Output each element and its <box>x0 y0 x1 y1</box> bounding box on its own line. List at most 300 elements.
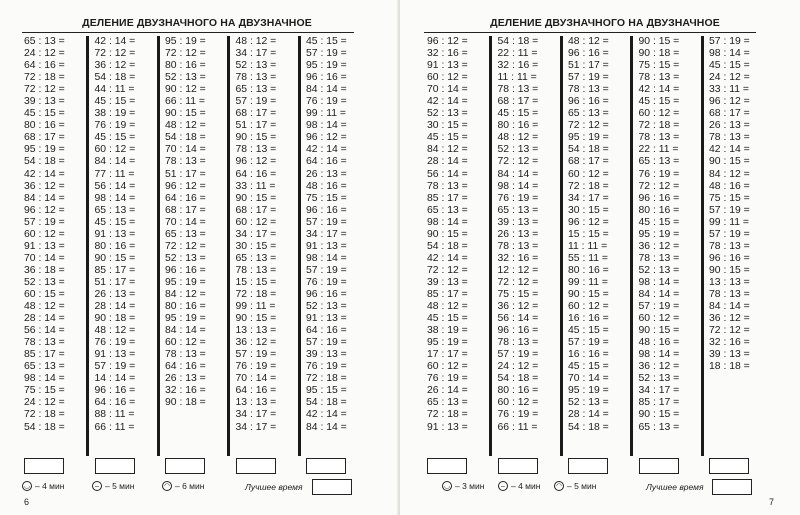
division-problem[interactable]: 96 : 12 = <box>568 216 609 228</box>
division-problem[interactable]: 42 : 14 = <box>427 252 468 264</box>
division-problem[interactable]: 36 : 12 = <box>24 180 65 192</box>
division-problem[interactable]: 80 : 16 = <box>165 60 206 72</box>
result-box[interactable] <box>95 458 135 474</box>
division-problem[interactable]: 70 : 14 = <box>165 216 206 228</box>
division-problem[interactable]: 16 : 16 = <box>568 313 609 325</box>
division-problem[interactable]: 70 : 14 = <box>24 252 65 264</box>
division-problem[interactable]: 72 : 12 = <box>497 156 539 168</box>
division-problem[interactable]: 48 : 12 = <box>24 301 65 313</box>
division-problem[interactable]: 84 : 12 = <box>709 168 750 180</box>
division-problem[interactable]: 44 : 11 = <box>94 84 135 96</box>
division-problem[interactable]: 13 : 13 = <box>235 325 277 337</box>
division-problem[interactable]: 96 : 12 = <box>165 180 206 192</box>
division-problem[interactable]: 11 : 11 = <box>568 240 608 252</box>
result-box[interactable] <box>568 458 608 474</box>
result-box[interactable] <box>306 458 346 474</box>
division-problem[interactable]: 76 : 19 = <box>497 409 539 421</box>
division-problem[interactable]: 57 : 19 = <box>568 337 609 349</box>
division-problem[interactable]: 68 : 17 = <box>165 204 206 216</box>
division-problem[interactable]: 99 : 11 = <box>568 276 608 288</box>
division-problem[interactable]: 90 : 18 = <box>94 313 136 325</box>
division-problem[interactable]: 48 : 12 = <box>165 120 206 132</box>
result-box[interactable] <box>236 458 276 474</box>
division-problem[interactable]: 60 : 12 = <box>497 397 539 409</box>
division-problem[interactable]: 85 : 17 = <box>24 349 65 361</box>
division-problem[interactable]: 13 : 13 = <box>709 276 750 288</box>
division-problem[interactable]: 52 : 13 = <box>165 72 206 84</box>
division-problem[interactable]: 60 : 15 = <box>24 288 65 300</box>
division-problem[interactable]: 85 : 17 = <box>94 264 136 276</box>
division-problem[interactable]: 64 : 16 = <box>24 60 65 72</box>
division-problem[interactable]: 57 : 19 = <box>306 48 347 60</box>
division-problem[interactable]: 36 : 12 = <box>235 337 277 349</box>
division-problem[interactable]: 78 : 13 = <box>497 240 539 252</box>
division-problem[interactable]: 90 : 15 = <box>235 192 277 204</box>
division-problem[interactable]: 66 : 11 = <box>165 96 205 108</box>
division-problem[interactable]: 96 : 12 = <box>24 204 65 216</box>
division-problem[interactable]: 95 : 19 = <box>638 228 680 240</box>
division-problem[interactable]: 91 : 13 = <box>306 240 347 252</box>
division-problem[interactable]: 64 : 16 = <box>94 397 136 409</box>
division-problem[interactable]: 42 : 14 = <box>427 96 468 108</box>
division-problem[interactable]: 57 : 19 = <box>638 301 680 313</box>
division-problem[interactable]: 57 : 19 = <box>94 361 136 373</box>
division-problem[interactable]: 78 : 13 = <box>24 337 65 349</box>
division-problem[interactable]: 34 : 17 = <box>235 421 277 433</box>
division-problem[interactable]: 65 : 13 = <box>497 204 539 216</box>
division-problem[interactable]: 42 : 14 = <box>24 168 65 180</box>
division-problem[interactable]: 32 : 16 = <box>497 60 539 72</box>
division-problem[interactable]: 96 : 16 = <box>306 72 347 84</box>
division-problem[interactable]: 52 : 13 = <box>568 397 609 409</box>
division-problem[interactable]: 45 : 15 = <box>94 96 136 108</box>
division-problem[interactable]: 48 : 12 = <box>235 36 277 47</box>
division-problem[interactable]: 90 : 15 = <box>709 156 750 168</box>
division-problem[interactable]: 60 : 12 = <box>638 108 680 120</box>
division-problem[interactable]: 68 : 17 = <box>709 108 750 120</box>
division-problem[interactable]: 95 : 19 = <box>165 36 206 47</box>
division-problem[interactable]: 34 : 17 = <box>638 385 680 397</box>
division-problem[interactable]: 45 : 15 = <box>497 108 539 120</box>
division-problem[interactable]: 96 : 16 = <box>568 96 609 108</box>
division-problem[interactable]: 98 : 14 = <box>306 252 347 264</box>
division-problem[interactable]: 34 : 17 = <box>235 409 277 421</box>
division-problem[interactable]: 39 : 13 = <box>306 349 347 361</box>
division-problem[interactable]: 99 : 11 = <box>235 301 276 313</box>
division-problem[interactable]: 42 : 14 = <box>306 144 347 156</box>
division-problem[interactable]: 52 : 13 = <box>306 301 347 313</box>
division-problem[interactable]: 70 : 14 = <box>427 84 468 96</box>
division-problem[interactable]: 72 : 12 = <box>24 84 65 96</box>
division-problem[interactable]: 51 : 17 = <box>568 60 609 72</box>
division-problem[interactable]: 98 : 14 = <box>638 276 680 288</box>
division-problem[interactable]: 14 : 14 = <box>94 373 136 385</box>
division-problem[interactable]: 96 : 12 = <box>709 96 750 108</box>
division-problem[interactable]: 95 : 19 = <box>24 144 65 156</box>
division-problem[interactable]: 84 : 12 = <box>427 144 468 156</box>
division-problem[interactable]: 72 : 12 = <box>165 48 206 60</box>
division-problem[interactable]: 76 : 19 = <box>235 361 277 373</box>
division-problem[interactable]: 26 : 13 = <box>94 288 136 300</box>
division-problem[interactable]: 32 : 16 = <box>709 337 750 349</box>
division-problem[interactable]: 52 : 13 = <box>427 108 468 120</box>
division-problem[interactable]: 78 : 13 = <box>709 240 750 252</box>
division-problem[interactable]: 32 : 16 = <box>497 252 539 264</box>
division-problem[interactable]: 80 : 16 = <box>24 120 65 132</box>
division-problem[interactable]: 39 : 13 = <box>497 216 539 228</box>
division-problem[interactable]: 96 : 16 = <box>306 204 347 216</box>
division-problem[interactable]: 54 : 18 = <box>165 132 206 144</box>
result-box[interactable] <box>165 458 205 474</box>
division-problem[interactable]: 72 : 18 = <box>24 72 65 84</box>
division-problem[interactable]: 78 : 13 = <box>165 156 206 168</box>
division-problem[interactable]: 54 : 18 = <box>497 373 539 385</box>
division-problem[interactable]: 42 : 14 = <box>94 36 136 47</box>
division-problem[interactable]: 98 : 14 = <box>94 192 136 204</box>
division-problem[interactable]: 75 : 15 = <box>306 192 347 204</box>
division-problem[interactable]: 52 : 13 = <box>235 60 277 72</box>
division-problem[interactable]: 24 : 12 = <box>24 48 65 60</box>
division-problem[interactable]: 30 : 15 = <box>427 120 468 132</box>
division-problem[interactable]: 65 : 13 = <box>568 108 609 120</box>
division-problem[interactable]: 72 : 12 = <box>638 180 680 192</box>
division-problem[interactable]: 76 : 19 = <box>94 120 136 132</box>
division-problem[interactable]: 34 : 17 = <box>568 192 609 204</box>
division-problem[interactable]: 54 : 18 = <box>497 36 539 47</box>
division-problem[interactable]: 76 : 19 = <box>497 192 539 204</box>
division-problem[interactable]: 65 : 13 = <box>235 252 277 264</box>
division-problem[interactable]: 22 : 11 = <box>497 48 538 60</box>
division-problem[interactable]: 78 : 13 = <box>165 349 206 361</box>
division-problem[interactable]: 26 : 13 = <box>306 168 347 180</box>
division-problem[interactable]: 55 : 11 = <box>568 252 608 264</box>
division-problem[interactable]: 91 : 13 = <box>427 60 468 72</box>
division-problem[interactable]: 68 : 17 = <box>497 96 539 108</box>
division-problem[interactable]: 52 : 13 = <box>497 144 539 156</box>
division-problem[interactable]: 54 : 18 = <box>24 156 65 168</box>
division-problem[interactable]: 84 : 14 = <box>306 84 347 96</box>
division-problem[interactable]: 90 : 15 = <box>709 264 750 276</box>
division-problem[interactable]: 98 : 14 = <box>306 120 347 132</box>
division-problem[interactable]: 36 : 18 = <box>24 264 65 276</box>
result-box[interactable] <box>498 458 538 474</box>
division-problem[interactable]: 95 : 15 = <box>306 385 347 397</box>
division-problem[interactable]: 90 : 15 = <box>94 252 136 264</box>
division-problem[interactable]: 42 : 14 = <box>709 144 750 156</box>
division-problem[interactable]: 64 : 16 = <box>306 325 347 337</box>
division-problem[interactable]: 26 : 13 = <box>497 228 539 240</box>
division-problem[interactable]: 45 : 15 = <box>709 60 750 72</box>
best-time-box[interactable] <box>712 479 752 495</box>
division-problem[interactable]: 52 : 13 = <box>638 264 680 276</box>
division-problem[interactable]: 95 : 19 = <box>306 60 347 72</box>
division-problem[interactable]: 96 : 16 = <box>306 288 347 300</box>
division-problem[interactable]: 70 : 14 = <box>235 373 277 385</box>
division-problem[interactable]: 45 : 15 = <box>568 325 609 337</box>
division-problem[interactable]: 98 : 14 = <box>24 373 65 385</box>
division-problem[interactable]: 85 : 17 = <box>427 192 468 204</box>
division-problem[interactable]: 76 : 19 = <box>306 96 347 108</box>
division-problem[interactable]: 76 : 19 = <box>427 373 468 385</box>
division-problem[interactable]: 72 : 18 = <box>638 120 680 132</box>
division-problem[interactable]: 57 : 19 = <box>306 264 347 276</box>
division-problem[interactable]: 80 : 16 = <box>497 120 539 132</box>
division-problem[interactable]: 98 : 14 = <box>427 216 468 228</box>
division-problem[interactable]: 68 : 17 = <box>568 156 609 168</box>
division-problem[interactable]: 80 : 16 = <box>638 204 680 216</box>
division-problem[interactable]: 60 : 12 = <box>568 168 609 180</box>
division-problem[interactable]: 90 : 15 = <box>165 108 206 120</box>
division-problem[interactable]: 15 : 15 = <box>568 228 609 240</box>
division-problem[interactable]: 57 : 19 = <box>24 216 65 228</box>
division-problem[interactable]: 54 : 18 = <box>24 421 65 433</box>
division-problem[interactable]: 64 : 16 = <box>165 192 206 204</box>
division-problem[interactable]: 38 : 19 = <box>427 325 468 337</box>
division-problem[interactable]: 72 : 18 = <box>306 373 347 385</box>
division-problem[interactable]: 36 : 12 = <box>638 240 680 252</box>
division-problem[interactable]: 64 : 16 = <box>235 385 277 397</box>
division-problem[interactable]: 33 : 11 = <box>709 84 749 96</box>
division-problem[interactable]: 26 : 13 = <box>709 120 750 132</box>
division-problem[interactable]: 15 : 15 = <box>235 276 277 288</box>
division-problem[interactable]: 96 : 16 = <box>165 264 206 276</box>
division-problem[interactable]: 84 : 14 = <box>497 168 539 180</box>
division-problem[interactable]: 24 : 12 = <box>709 72 750 84</box>
division-problem[interactable]: 60 : 12 = <box>638 313 680 325</box>
division-problem[interactable]: 34 : 17 = <box>235 228 277 240</box>
division-problem[interactable]: 91 : 13 = <box>306 313 347 325</box>
division-problem[interactable]: 65 : 13 = <box>24 361 65 373</box>
division-problem[interactable]: 68 : 17 = <box>235 204 277 216</box>
division-problem[interactable]: 36 : 12 = <box>497 301 539 313</box>
division-problem[interactable]: 57 : 19 = <box>235 96 277 108</box>
division-problem[interactable]: 65 : 13 = <box>24 36 65 47</box>
division-problem[interactable]: 28 : 14 = <box>94 301 136 313</box>
division-problem[interactable]: 72 : 18 = <box>235 288 277 300</box>
division-problem[interactable]: 90 : 15 = <box>638 409 680 421</box>
division-problem[interactable]: 65 : 13 = <box>235 84 277 96</box>
division-problem[interactable]: 98 : 14 = <box>497 180 539 192</box>
division-problem[interactable]: 96 : 12 = <box>235 156 277 168</box>
division-problem[interactable]: 39 : 13 = <box>427 276 468 288</box>
division-problem[interactable]: 76 : 19 = <box>94 337 136 349</box>
division-problem[interactable]: 54 : 18 = <box>568 144 609 156</box>
division-problem[interactable]: 76 : 19 = <box>306 361 347 373</box>
division-problem[interactable]: 90 : 15 = <box>235 132 277 144</box>
division-problem[interactable]: 78 : 13 = <box>638 252 680 264</box>
division-problem[interactable]: 85 : 17 = <box>427 288 468 300</box>
division-problem[interactable]: 48 : 16 = <box>709 180 750 192</box>
division-problem[interactable]: 28 : 14 = <box>568 409 609 421</box>
division-problem[interactable]: 56 : 14 = <box>94 180 136 192</box>
division-problem[interactable]: 45 : 15 = <box>568 361 609 373</box>
division-problem[interactable]: 90 : 15 = <box>427 228 468 240</box>
division-problem[interactable]: 48 : 12 = <box>94 325 136 337</box>
division-problem[interactable]: 54 : 18 = <box>306 397 347 409</box>
division-problem[interactable]: 90 : 18 = <box>638 48 680 60</box>
division-problem[interactable]: 72 : 12 = <box>427 264 468 276</box>
division-problem[interactable]: 24 : 12 = <box>24 397 65 409</box>
division-problem[interactable]: 96 : 16 = <box>709 252 750 264</box>
division-problem[interactable]: 64 : 16 = <box>165 361 206 373</box>
division-problem[interactable]: 96 : 16 = <box>638 192 680 204</box>
division-problem[interactable]: 84 : 14 = <box>94 156 136 168</box>
division-problem[interactable]: 66 : 11 = <box>94 421 135 433</box>
division-problem[interactable]: 77 : 11 = <box>94 168 135 180</box>
division-problem[interactable]: 65 : 13 = <box>427 397 468 409</box>
division-problem[interactable]: 18 : 18 = <box>709 361 750 373</box>
division-problem[interactable]: 78 : 13 = <box>568 84 609 96</box>
division-problem[interactable]: 95 : 19 = <box>165 276 206 288</box>
division-problem[interactable]: 11 : 11 = <box>497 72 537 84</box>
division-problem[interactable]: 51 : 17 = <box>94 276 136 288</box>
division-problem[interactable]: 60 : 12 = <box>427 72 468 84</box>
division-problem[interactable]: 65 : 13 = <box>165 228 206 240</box>
division-problem[interactable]: 42 : 14 = <box>638 84 680 96</box>
division-problem[interactable]: 48 : 16 = <box>638 337 680 349</box>
division-problem[interactable]: 17 : 17 = <box>427 349 468 361</box>
division-problem[interactable]: 84 : 14 = <box>165 325 206 337</box>
division-problem[interactable]: 54 : 18 = <box>427 240 468 252</box>
best-time-box[interactable] <box>312 479 352 495</box>
division-problem[interactable]: 64 : 16 = <box>235 168 277 180</box>
division-problem[interactable]: 65 : 13 = <box>638 156 680 168</box>
division-problem[interactable]: 34 : 17 = <box>235 48 277 60</box>
division-problem[interactable]: 78 : 13 = <box>235 264 277 276</box>
division-problem[interactable]: 65 : 13 = <box>638 421 680 433</box>
division-problem[interactable]: 60 : 12 = <box>94 144 136 156</box>
division-problem[interactable]: 57 : 19 = <box>709 228 750 240</box>
division-problem[interactable]: 34 : 17 = <box>306 228 347 240</box>
division-problem[interactable]: 48 : 12 = <box>497 132 539 144</box>
division-problem[interactable]: 99 : 11 = <box>709 216 749 228</box>
division-problem[interactable]: 98 : 14 = <box>709 48 750 60</box>
division-problem[interactable]: 57 : 19 = <box>709 204 750 216</box>
division-problem[interactable]: 95 : 19 = <box>165 313 206 325</box>
division-problem[interactable]: 88 : 11 = <box>94 409 135 421</box>
division-problem[interactable]: 78 : 13 = <box>497 84 539 96</box>
division-problem[interactable]: 72 : 12 = <box>94 48 136 60</box>
result-box[interactable] <box>427 458 467 474</box>
division-problem[interactable]: 26 : 13 = <box>165 373 206 385</box>
division-problem[interactable]: 57 : 19 = <box>306 216 347 228</box>
division-problem[interactable]: 56 : 14 = <box>427 168 468 180</box>
division-problem[interactable]: 95 : 19 = <box>427 337 468 349</box>
division-problem[interactable]: 28 : 14 = <box>24 313 65 325</box>
division-problem[interactable]: 75 : 15 = <box>709 192 750 204</box>
division-problem[interactable]: 45 : 15 = <box>24 108 65 120</box>
division-problem[interactable]: 65 : 13 = <box>427 204 468 216</box>
division-problem[interactable]: 16 : 16 = <box>568 349 609 361</box>
division-problem[interactable]: 84 : 12 = <box>165 288 206 300</box>
division-problem[interactable]: 90 : 15 = <box>638 325 680 337</box>
division-problem[interactable]: 72 : 18 = <box>24 409 65 421</box>
division-problem[interactable]: 60 : 12 = <box>235 216 277 228</box>
division-problem[interactable]: 90 : 12 = <box>165 84 206 96</box>
division-problem[interactable]: 72 : 18 = <box>427 409 468 421</box>
division-problem[interactable]: 80 : 16 = <box>497 385 539 397</box>
division-problem[interactable]: 72 : 12 = <box>497 276 539 288</box>
division-problem[interactable]: 22 : 11 = <box>638 144 679 156</box>
division-problem[interactable]: 66 : 11 = <box>497 421 538 433</box>
division-problem[interactable]: 75 : 15 = <box>24 385 65 397</box>
result-box[interactable] <box>24 458 64 474</box>
division-problem[interactable]: 30 : 15 = <box>568 204 609 216</box>
division-problem[interactable]: 76 : 19 = <box>638 168 680 180</box>
division-problem[interactable]: 80 : 16 = <box>568 264 609 276</box>
division-problem[interactable]: 45 : 15 = <box>427 132 468 144</box>
division-problem[interactable]: 28 : 14 = <box>427 156 468 168</box>
division-problem[interactable]: 60 : 12 = <box>24 228 65 240</box>
division-problem[interactable]: 80 : 16 = <box>165 301 206 313</box>
division-problem[interactable]: 70 : 14 = <box>568 373 609 385</box>
division-problem[interactable]: 57 : 19 = <box>497 349 539 361</box>
division-problem[interactable]: 48 : 12 = <box>568 36 609 47</box>
division-problem[interactable]: 99 : 11 = <box>306 108 346 120</box>
division-problem[interactable]: 45 : 15 = <box>94 216 136 228</box>
division-problem[interactable]: 57 : 19 = <box>306 337 347 349</box>
division-problem[interactable]: 36 : 12 = <box>638 361 680 373</box>
division-problem[interactable]: 70 : 14 = <box>165 144 206 156</box>
division-problem[interactable]: 75 : 15 = <box>497 288 539 300</box>
division-problem[interactable]: 95 : 19 = <box>568 132 609 144</box>
division-problem[interactable]: 72 : 12 = <box>165 240 206 252</box>
division-problem[interactable]: 64 : 16 = <box>306 156 347 168</box>
division-problem[interactable]: 32 : 16 = <box>427 48 468 60</box>
result-box[interactable] <box>709 458 749 474</box>
division-problem[interactable]: 91 : 13 = <box>94 228 136 240</box>
division-problem[interactable]: 90 : 18 = <box>165 397 206 409</box>
division-problem[interactable]: 39 : 13 = <box>24 96 65 108</box>
division-problem[interactable]: 96 : 12 = <box>306 132 347 144</box>
division-problem[interactable]: 96 : 12 = <box>427 36 468 47</box>
division-problem[interactable]: 30 : 15 = <box>235 240 277 252</box>
division-problem[interactable]: 84 : 14 = <box>638 288 680 300</box>
division-problem[interactable]: 57 : 19 = <box>709 36 750 47</box>
division-problem[interactable]: 54 : 18 = <box>94 72 136 84</box>
division-problem[interactable]: 45 : 15 = <box>427 313 468 325</box>
division-problem[interactable]: 96 : 16 = <box>568 48 609 60</box>
division-problem[interactable]: 57 : 19 = <box>235 349 277 361</box>
division-problem[interactable]: 78 : 13 = <box>235 144 277 156</box>
division-problem[interactable]: 90 : 15 = <box>568 288 609 300</box>
division-problem[interactable]: 56 : 14 = <box>497 313 539 325</box>
division-problem[interactable]: 98 : 14 = <box>638 349 680 361</box>
division-problem[interactable]: 52 : 13 = <box>638 373 680 385</box>
division-problem[interactable]: 96 : 16 = <box>94 385 136 397</box>
division-problem[interactable]: 60 : 12 = <box>165 337 206 349</box>
division-problem[interactable]: 85 : 17 = <box>638 397 680 409</box>
division-problem[interactable]: 76 : 19 = <box>306 276 347 288</box>
division-problem[interactable]: 78 : 13 = <box>638 72 680 84</box>
division-problem[interactable]: 48 : 12 = <box>427 301 468 313</box>
division-problem[interactable]: 52 : 13 = <box>24 276 65 288</box>
division-problem[interactable]: 48 : 16 = <box>306 180 347 192</box>
division-problem[interactable]: 45 : 15 = <box>94 132 136 144</box>
division-problem[interactable]: 51 : 17 = <box>235 120 277 132</box>
division-problem[interactable]: 84 : 14 = <box>306 421 347 433</box>
division-problem[interactable]: 78 : 13 = <box>427 180 468 192</box>
division-problem[interactable]: 91 : 13 = <box>24 240 65 252</box>
division-problem[interactable]: 91 : 13 = <box>427 421 468 433</box>
division-problem[interactable]: 52 : 13 = <box>165 252 206 264</box>
division-problem[interactable]: 51 : 17 = <box>165 168 206 180</box>
division-problem[interactable]: 68 : 17 = <box>235 108 277 120</box>
division-problem[interactable]: 75 : 15 = <box>638 60 680 72</box>
division-problem[interactable]: 84 : 14 = <box>24 192 65 204</box>
division-problem[interactable]: 32 : 16 = <box>165 385 206 397</box>
division-problem[interactable]: 78 : 13 = <box>709 132 750 144</box>
